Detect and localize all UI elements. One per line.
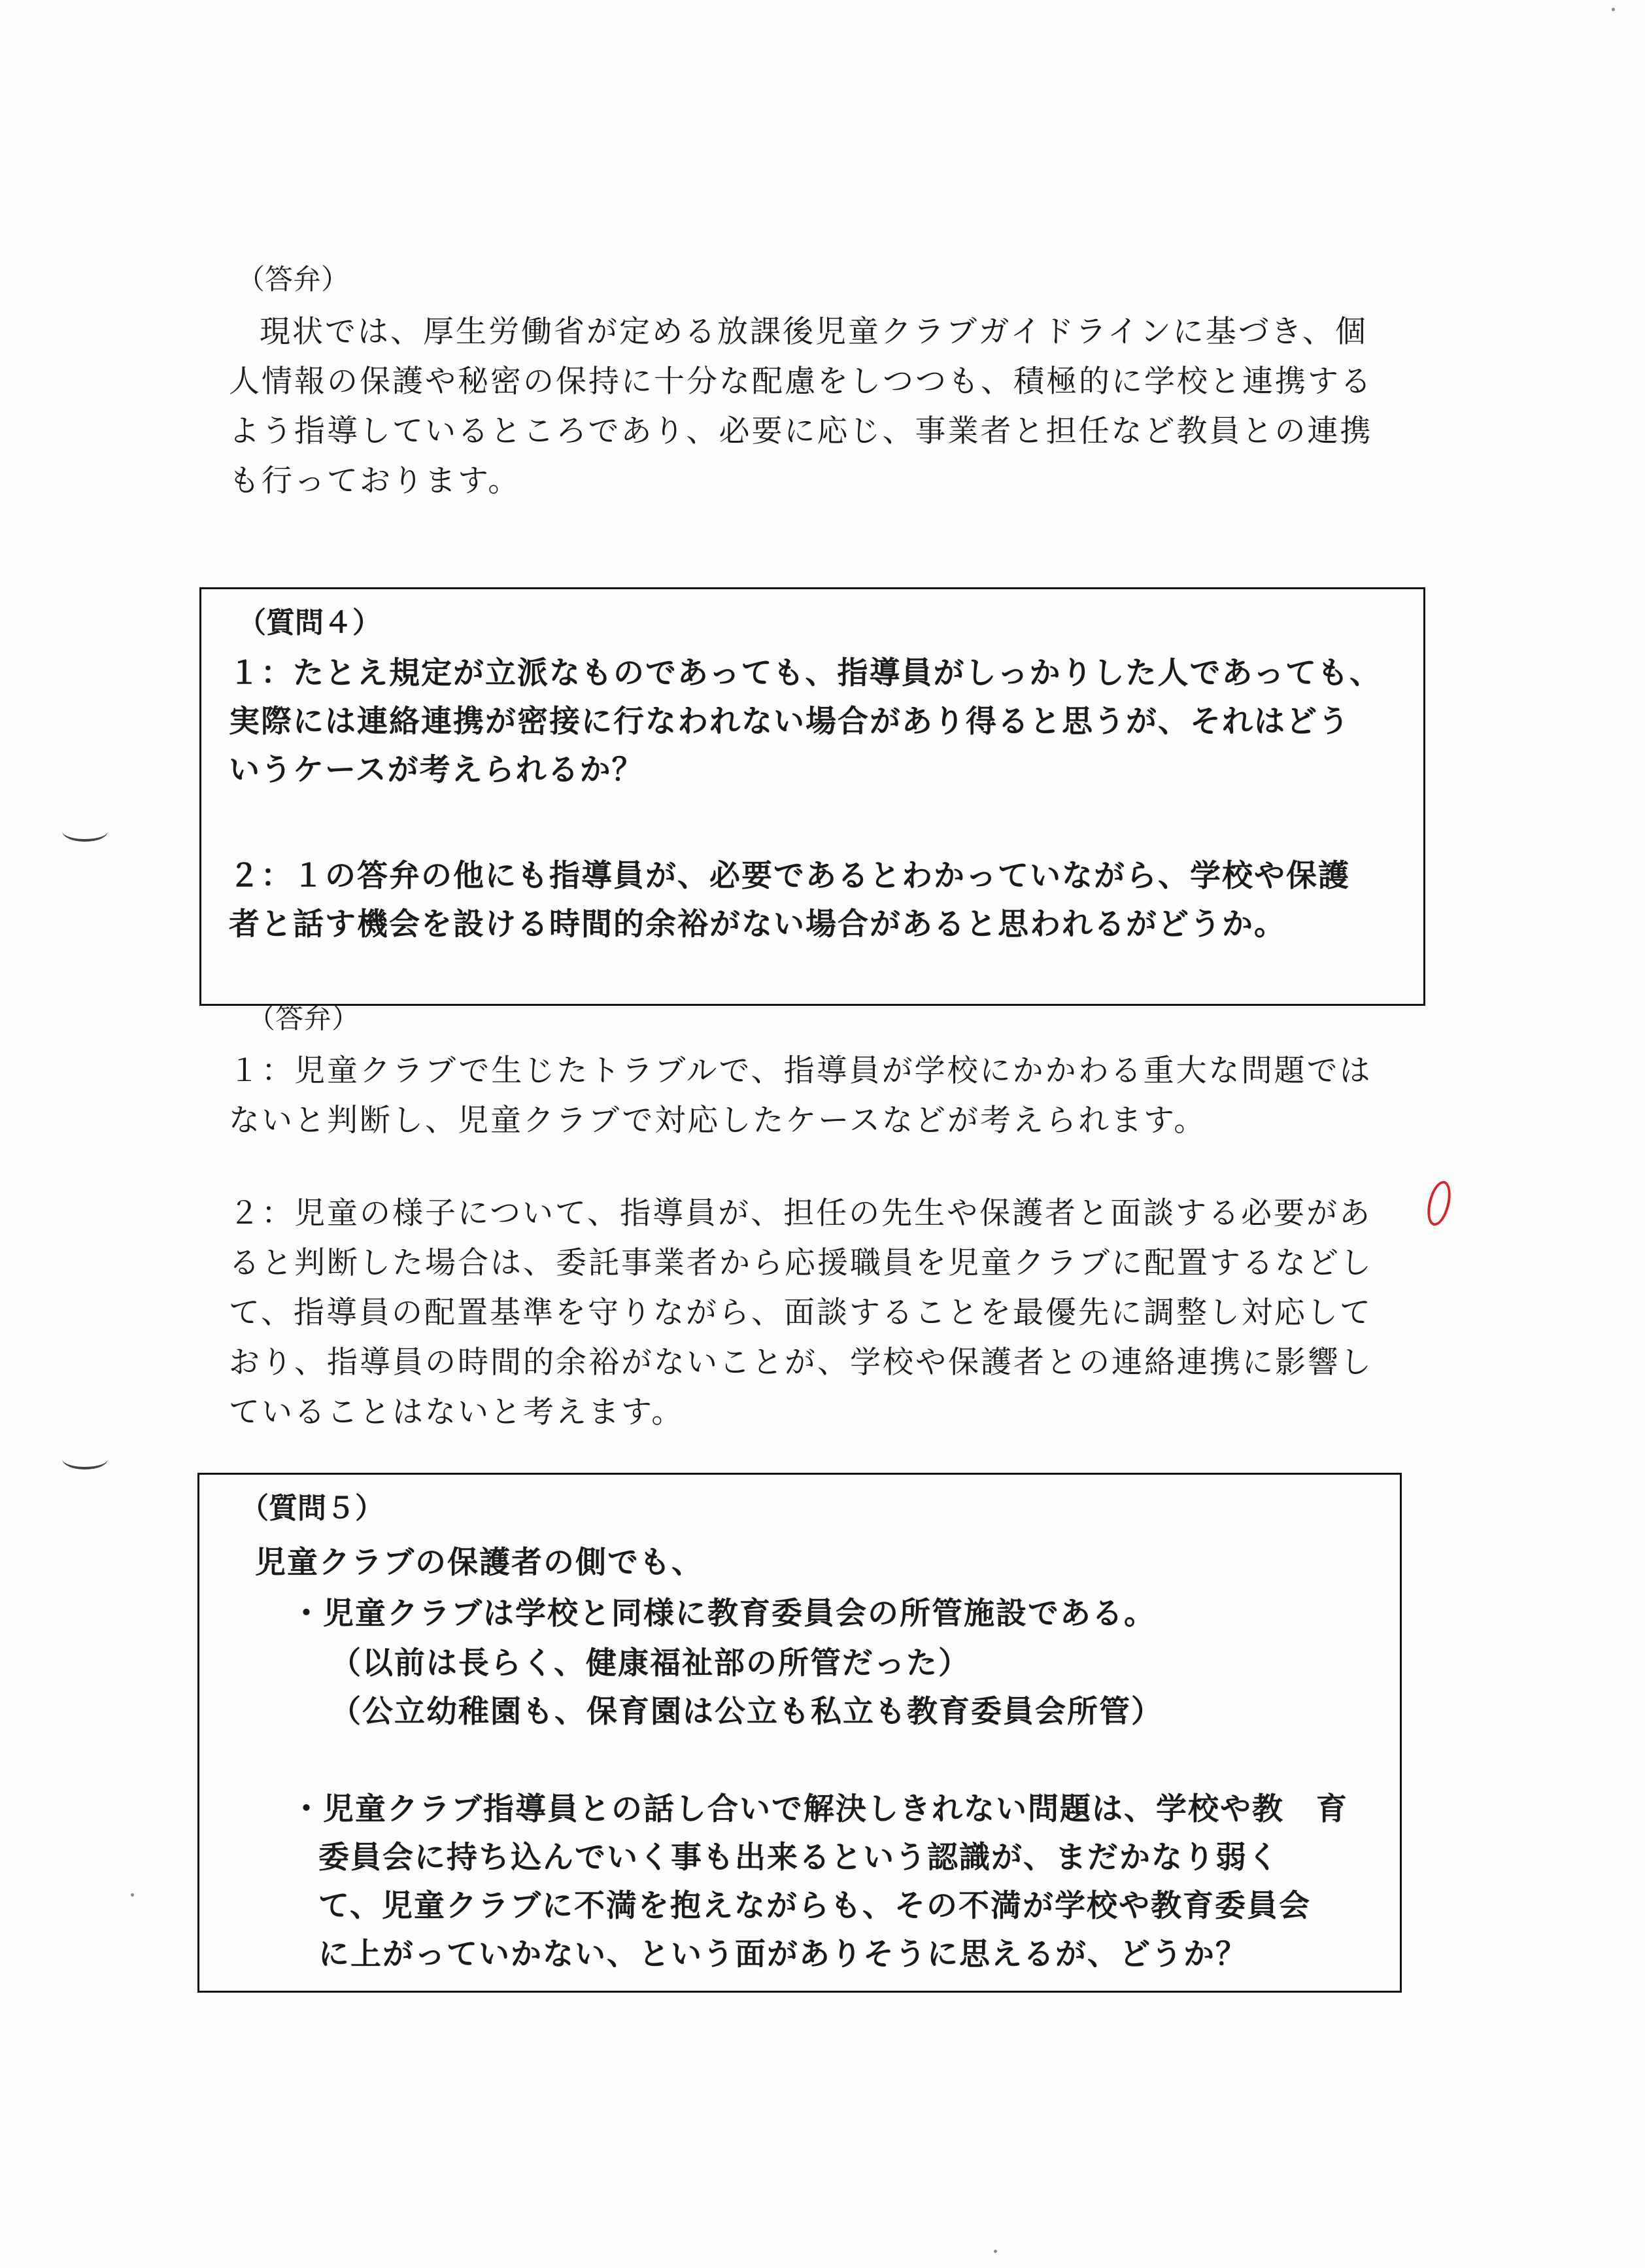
question4-line: ２：１の答弁の他にも指導員が、必要であるとわかっていながら、学校や保護 <box>229 858 1350 894</box>
question5-note: （公立幼稚園も、保育園は公立も私立も教育委員会所管） <box>330 1694 1163 1730</box>
question4-line: 実際には連絡連携が密接に行なわれない場合があり得ると思うが、それはどう <box>229 704 1350 740</box>
answer1-label: （答弁） <box>237 264 349 296</box>
answer2-part2 <box>229 1189 1393 1437</box>
answer2-line: ていることはないと考えます。 <box>229 1394 685 1430</box>
answer1-line: も行っております。 <box>229 463 521 499</box>
answer1-body <box>229 307 1393 506</box>
question4-label: （質問４） <box>237 606 381 640</box>
question5-bullet2-line: て、児童クラブに不満を抱えながらも、その不満が学校や教育委員会 <box>318 1888 1312 1924</box>
punch-hole-mark <box>62 1449 108 1469</box>
question5-box <box>197 1473 1402 1993</box>
answer2-line: ると判断した場合は、委託事業者から応援職員を児童クラブに配置するなどし <box>229 1245 1373 1281</box>
answer2-line: ２：児童の様子について、指導員が、担任の先生や保護者と面談する必要があ <box>229 1195 1372 1231</box>
scan-speck <box>1612 8 1615 11</box>
answer2-part1 <box>229 1046 1393 1146</box>
scan-speck <box>994 2250 997 2253</box>
question5-bullet2-line: ・児童クラブ指導員との話し合いで解決しきれない問題は、学校や教 育 <box>291 1791 1348 1827</box>
handwritten-check-mark <box>1423 1178 1455 1228</box>
question5-label: （質問５） <box>240 1492 384 1525</box>
question4-part2 <box>229 852 1406 949</box>
scan-speck <box>131 1893 134 1897</box>
answer2-line: て、指導員の配置基準を守りながら、面談することを最優先に調整し対応して <box>229 1295 1373 1331</box>
question4-part1 <box>229 649 1406 795</box>
question5-bullet2-line: に上がっていかない、という面がありそうに思えるが、どうか？ <box>318 1936 1247 1972</box>
question5-bullet2 <box>291 1785 1376 1979</box>
punch-hole-mark <box>62 821 108 842</box>
answer2-line: おり、指導員の時間的余裕がないことが、学校や保護者との連絡連携に影響し <box>229 1345 1373 1381</box>
question4-line: 者と話す機会を設ける時間的余裕がない場合があると思われるがどうか。 <box>229 906 1286 942</box>
answer2-line: １：児童クラブで生じたトラブルで、指導員が学校にかかわる重大な問題では <box>229 1053 1372 1089</box>
question4-line: いうケースが考えられるか？ <box>229 752 644 788</box>
question5-bullet1-notes <box>330 1640 1163 1736</box>
answer2-label: （答弁） <box>247 1003 360 1035</box>
question5-bullet2-line: 委員会に持ち込んでいく事も出来るという認識が、まだかなり弱く <box>318 1840 1280 1876</box>
answer1-line: 現状では、厚生労働省が定める放課後児童クラブガイドラインに基づき、個 <box>260 314 1368 350</box>
question5-intro: 児童クラブの保護者の側でも、 <box>255 1545 704 1581</box>
answer2-line: ないと判断し、児童クラブで対応したケースなどが考えられます。 <box>229 1103 1207 1139</box>
question4-box <box>199 587 1425 1006</box>
question4-line: １：たとえ規定が立派なものであっても、指導員がしっかりした人であっても、 <box>229 655 1382 691</box>
answer1-line: 人情報の保護や秘密の保持に十分な配慮をしつつも、積極的に学校と連携する <box>229 364 1373 400</box>
question5-note: （以前は長らく、健康福祉部の所管だった） <box>330 1645 971 1681</box>
answer1-line: よう指導しているところであり、必要に応じ、事業者と担任など教員との連携 <box>229 413 1373 449</box>
question5-bullet1: ・児童クラブは学校と同様に教育委員会の所管施設である。 <box>291 1596 1156 1632</box>
